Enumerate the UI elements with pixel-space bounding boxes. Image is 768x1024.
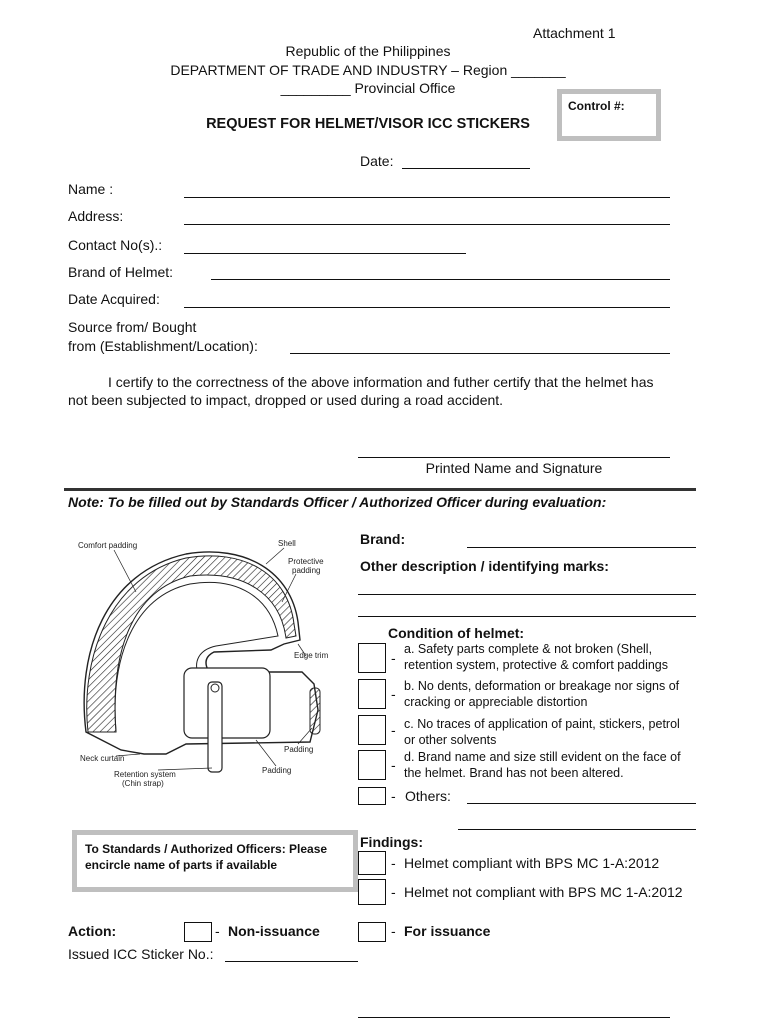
address-label: Address: <box>68 208 124 224</box>
condition-b-line1: b. No dents, deformation or breakage nor signs of <box>404 679 680 693</box>
department-label: DEPARTMENT OF TRADE AND INDUSTRY – Region _______ <box>170 62 566 78</box>
condition-c-line1: c. No traces of application of paint, stickers, petrol <box>404 717 680 731</box>
brand-label: Brand of Helmet: <box>68 264 174 280</box>
eval-brand-label: Brand: <box>360 531 406 547</box>
source-line[interactable] <box>290 353 670 354</box>
for-issuance-checkbox[interactable] <box>358 922 386 942</box>
contact-line[interactable] <box>184 253 466 254</box>
control-number-box[interactable] <box>557 89 661 141</box>
officer-note-box <box>72 830 358 892</box>
finding-not-compliant-label: Helmet not compliant with BPS MC 1-A:2012 <box>404 884 683 900</box>
date-acquired-label: Date Acquired: <box>68 291 160 307</box>
label-padding-lower: Padding <box>262 766 292 775</box>
others-checkbox[interactable] <box>358 787 386 805</box>
findings-title: Findings: <box>360 834 423 850</box>
label-retention-1: Retention system <box>114 770 176 779</box>
address-line[interactable] <box>184 224 670 225</box>
contact-label: Contact No(s).: <box>68 237 163 253</box>
for-issuance-label: For issuance <box>404 923 491 939</box>
finding-compliant-label: Helmet compliant with BPS MC 1-A:2012 <box>404 855 660 871</box>
condition-title: Condition of helmet: <box>388 625 525 641</box>
chin-strap-shape <box>208 682 222 772</box>
condition-b-line2: cracking or appreciable distortion <box>404 695 588 709</box>
signature-line[interactable] <box>358 457 670 458</box>
others-label: Others: <box>405 788 451 804</box>
attachment-label: Attachment 1 <box>533 25 616 41</box>
non-issuance-checkbox[interactable] <box>184 922 212 942</box>
strap-rivet <box>211 684 219 692</box>
certification-line1: I certify to the correctness of the above information and futher certify that the helmet has <box>108 374 654 390</box>
officer-signature-line[interactable] <box>358 1017 670 1018</box>
label-protective-1: Protective <box>288 557 324 566</box>
section-divider <box>64 488 696 491</box>
action-label: Action: <box>68 923 117 939</box>
label-retention-2: (Chin strap) <box>122 779 164 788</box>
date-label: Date: <box>360 153 394 169</box>
other-description-label: Other description / identifying marks: <box>360 558 609 574</box>
condition-d-line1: d. Brand name and size still evident on the face of <box>404 750 681 764</box>
condition-d-line2: the helmet. Brand has not been altered. <box>404 766 624 780</box>
signature-label: Printed Name and Signature <box>425 460 603 476</box>
condition-d-checkbox[interactable] <box>358 750 386 780</box>
date-line[interactable] <box>402 168 530 169</box>
condition-a-line2: retention system, protective & comfort paddings <box>404 658 669 672</box>
condition-b-dash: - <box>391 686 396 702</box>
label-shell: Shell <box>278 539 296 548</box>
officer-note-line1: To Standards / Authorized Officers: Please <box>85 842 328 856</box>
brand-line[interactable] <box>211 279 670 280</box>
officer-note-line2: encircle name of parts if available <box>85 858 278 872</box>
label-protective-2: padding <box>292 566 321 575</box>
condition-a-line1: a. Safety parts complete & not broken (Shell, <box>404 642 653 656</box>
condition-b-checkbox[interactable] <box>358 679 386 709</box>
finding-not-compliant-dash: - <box>391 884 396 900</box>
others-line2[interactable] <box>458 829 696 830</box>
condition-a-checkbox[interactable] <box>358 643 386 673</box>
condition-c-checkbox[interactable] <box>358 715 386 745</box>
sticker-number-line[interactable] <box>225 961 358 962</box>
ear-plate-shape <box>184 668 270 738</box>
label-comfort-padding: Comfort padding <box>78 541 138 550</box>
condition-d-dash: - <box>391 757 396 773</box>
eval-brand-line[interactable] <box>467 547 696 548</box>
condition-a-dash: - <box>391 650 396 666</box>
other-description-line2[interactable] <box>358 616 696 617</box>
date-acquired-line[interactable] <box>184 307 670 308</box>
helmet-diagram <box>66 532 352 794</box>
office-label: _________ Provincial Office <box>280 80 456 96</box>
name-line[interactable] <box>184 197 670 198</box>
republic-label: Republic of the Philippines <box>285 43 451 59</box>
source-label-line2: from (Establishment/Location): <box>68 338 258 354</box>
name-label: Name : <box>68 181 114 197</box>
control-number-label: Control #: <box>568 99 625 113</box>
others-dash: - <box>391 788 396 804</box>
other-description-line1[interactable] <box>358 594 696 595</box>
finding-compliant-dash: - <box>391 855 396 871</box>
front-padding-shape <box>310 688 320 734</box>
condition-c-dash: - <box>391 722 396 738</box>
label-padding-front: Padding <box>284 745 314 754</box>
evaluation-note: Note: To be filled out by Standards Officer / Authorized Officer during evaluation: <box>68 494 607 510</box>
form-title: REQUEST FOR HELMET/VISOR ICC STICKERS <box>206 116 530 132</box>
label-neck-curtain: Neck curtain <box>80 754 125 763</box>
for-issuance-dash: - <box>391 923 396 939</box>
label-edge-trim: Edge trim <box>294 651 329 660</box>
certification-line2: not been subjected to impact, dropped or used during a road accident. <box>68 392 504 408</box>
finding-compliant-checkbox[interactable] <box>358 851 386 875</box>
finding-not-compliant-checkbox[interactable] <box>358 879 386 905</box>
sticker-number-label: Issued ICC Sticker No.: <box>68 946 214 962</box>
condition-c-line2: or other solvents <box>404 733 497 747</box>
others-line1[interactable] <box>467 803 696 804</box>
non-issuance-dash: - <box>215 923 220 939</box>
non-issuance-label: Non-issuance <box>228 923 320 939</box>
source-label-line1: Source from/ Bought <box>68 319 197 335</box>
